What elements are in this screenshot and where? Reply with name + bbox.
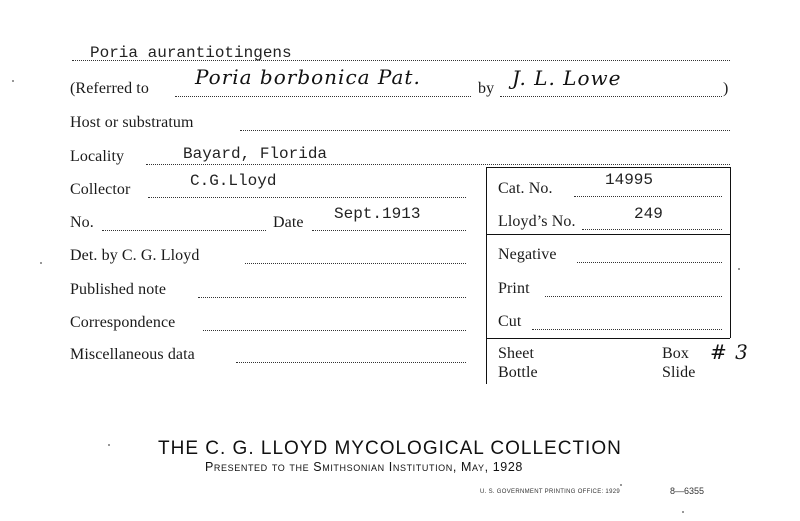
collector-label: Collector [70,181,131,198]
date-line [312,230,466,231]
slide-label: Slide [662,364,696,381]
close-paren: ) [723,80,729,97]
sheet-label: Sheet [498,345,535,362]
correspondence-line [203,330,466,331]
box-top-border [486,167,730,168]
box-right-border [730,167,731,338]
by-label: by [478,80,495,97]
box-divider-1 [486,234,730,235]
box-divider-2 [486,338,730,339]
miscellaneous-line [236,362,466,363]
det-by-label: Det. by C. G. Lloyd [70,247,200,264]
published-note-line [198,297,466,298]
collector-line [148,197,466,198]
host-label: Host or substratum [70,114,194,131]
det-by-line [245,263,466,264]
print-label: Print [498,280,530,297]
box-label: Box [662,345,689,362]
lloyds-no-value: 249 [634,205,663,223]
by-line [500,96,722,97]
miscellaneous-label: Miscellaneous data [70,346,195,363]
collection-title: THE C. G. LLOYD MYCOLOGICAL COLLECTION [158,438,622,459]
negative-line [577,262,722,263]
box-left-border [486,167,487,384]
scan-speck [620,484,622,486]
collection-subtitle: Presented to the Smithsonian Institution, May, 1928 [205,460,523,474]
referred-line [175,96,471,97]
negative-label: Negative [498,246,557,263]
cut-line [532,329,722,330]
lloyds-no-label: Lloyd’s No. [498,213,576,230]
published-note-label: Published note [70,281,167,298]
box-value: # 3 [710,340,749,364]
scan-speck [738,268,740,270]
referred-label: (Referred to [70,80,149,97]
scan-speck [108,444,110,446]
date-label: Date [273,214,304,231]
cat-no-line [574,196,722,197]
print-line [545,296,722,297]
locality-value: Bayard, Florida [183,145,328,163]
scan-speck [40,262,42,264]
host-line [240,130,730,131]
no-line [102,230,266,231]
no-label: No. [70,214,94,231]
cat-no-label: Cat. No. [498,180,553,197]
collector-value: C.G.Lloyd [190,172,277,190]
species-name: Poria aurantiotingens [90,44,292,62]
cut-label: Cut [498,313,522,330]
correspondence-label: Correspondence [70,314,176,331]
form-number: 8—6355 [670,486,705,496]
cat-no-value: 14995 [605,171,654,189]
referred-value: Poria borbonica Pat. [195,65,421,89]
locality-label: Locality [70,148,125,165]
date-value: Sept.1913 [334,205,421,223]
scan-speck [682,511,684,513]
printing-office-imprint: U. S. GOVERNMENT PRINTING OFFICE: 1929 [480,489,620,495]
lloyds-no-line [582,229,722,230]
locality-line [146,164,730,165]
by-value: J. L. Lowe [512,66,622,90]
scan-speck [12,80,14,82]
bottle-label: Bottle [498,364,538,381]
